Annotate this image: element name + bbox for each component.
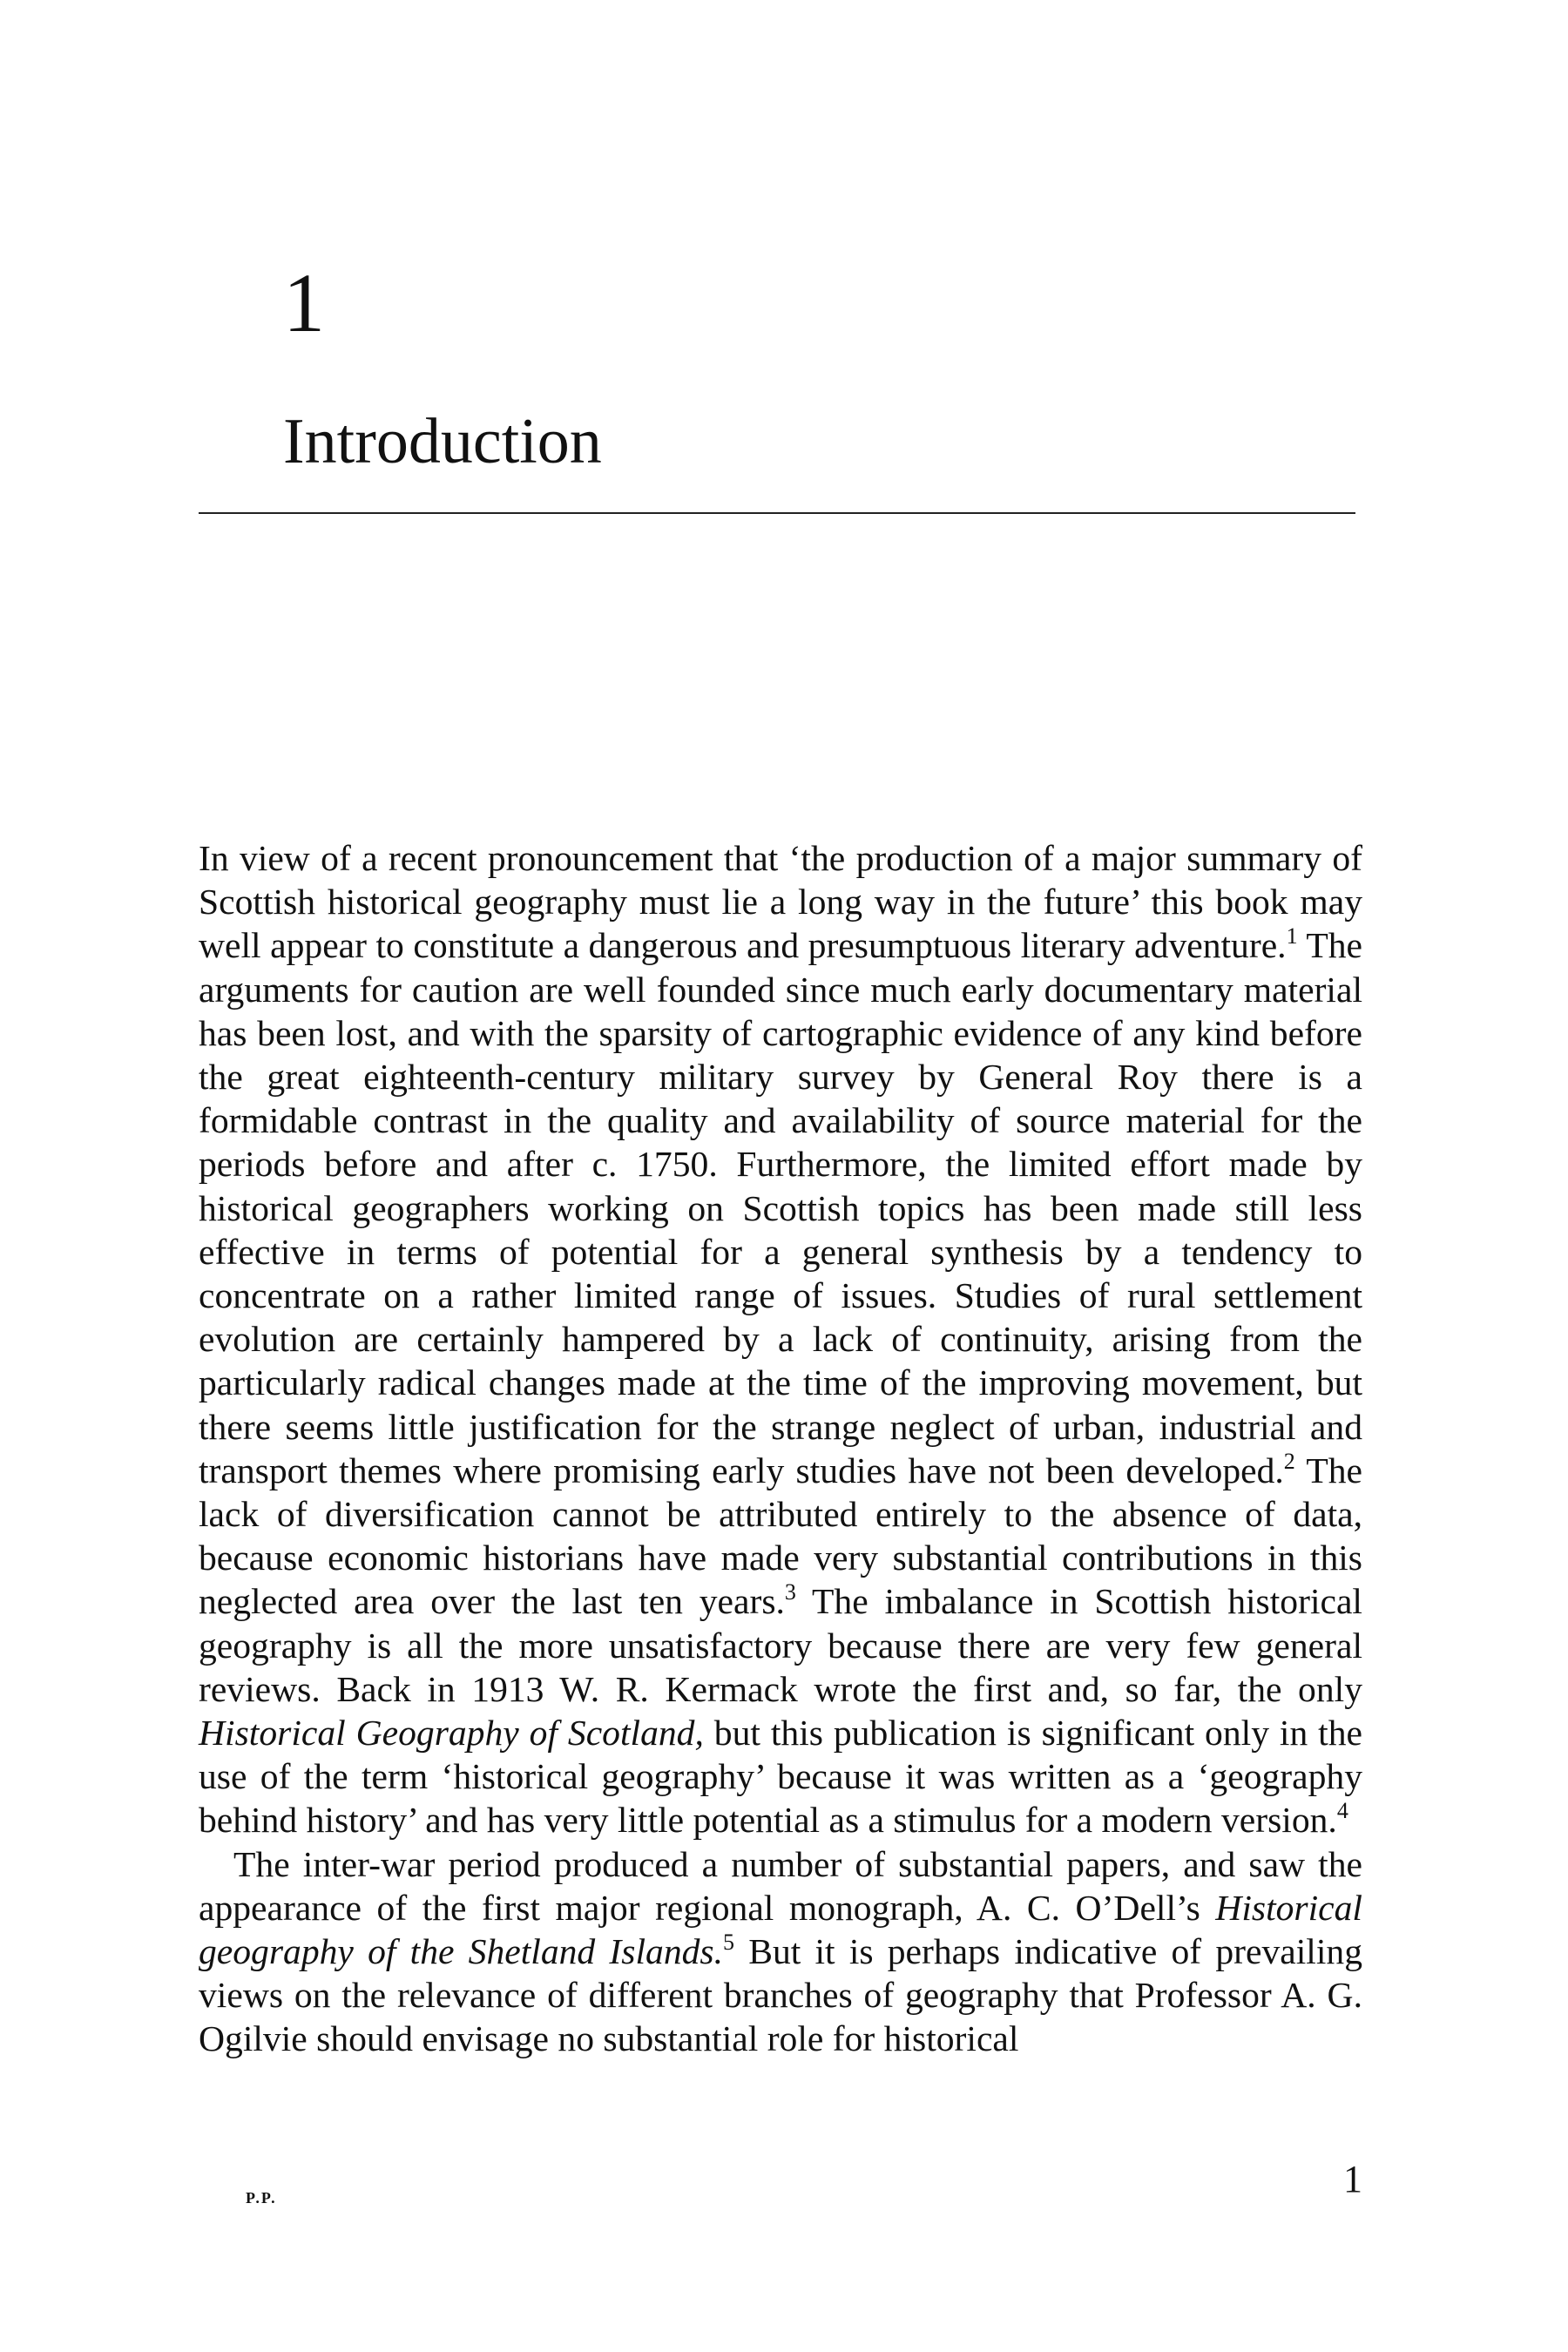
book-title: Historical Geography of Scotland, bbox=[199, 1713, 704, 1754]
text-run: But it is perhaps indicative of prevailing views on the relevance of different branches of geography that Professor A. G. Ogilvie should envisage no substantial role for historical bbox=[199, 1931, 1362, 2059]
chapter-title: Introduction bbox=[283, 406, 602, 477]
footnote-ref: 5 bbox=[723, 1930, 734, 1956]
page-number: 1 bbox=[1343, 2158, 1362, 2200]
footnote-ref: 1 bbox=[1286, 923, 1298, 950]
paragraph bbox=[199, 836, 1362, 1842]
printer-signature-mark: P.P. bbox=[246, 2189, 277, 2207]
text-run: but this publication is significant only in the use of the term ‘historical geography’ because it was written as a ‘geography behind history’ and has very little potential as a stimulus for a modern version. bbox=[199, 1713, 1362, 1841]
text-run: The arguments for caution are well founded since much early documentary material has been lost, and with the sparsity of cartographic evidence of any kind before the great eighteenth-century military survey by General Roy there is a formidable contrast in the quality and availability of source material for the periods before and after c. 1750. Furthermore, the limited effort made by historical geographers working on Scottish topics has been made still less effective in terms of potential for a general synthesis by a tendency to concentrate on a rather limited range of issues. Studies of rural settlement evolution are certainly hampered by a lack of continuity, arising from the particularly radical changes made at the time of the improving movement, but there seems little justification for the strange neglect of urban, industrial and transport themes where promising early studies have not been developed. bbox=[199, 925, 1363, 1490]
book-title: Historical geography of the Shetland Islands. bbox=[199, 1887, 1362, 1972]
footnote-ref: 4 bbox=[1336, 1798, 1348, 1824]
paragraph bbox=[199, 1842, 1362, 2061]
footnote-ref: 2 bbox=[1283, 1448, 1295, 1474]
text-run: The lack of diversification cannot be attributed entirely to the absence of data, because economic historians have made very substantial contributions in this neglected area over the last ten years. bbox=[199, 1450, 1363, 1622]
footnote-ref: 3 bbox=[784, 1579, 796, 1605]
chapter-divider bbox=[199, 512, 1355, 514]
text-run: The inter-war period produced a number of substantial papers, and saw the appearance of the first major regional monograph, A. C. O’Dell’s bbox=[199, 1843, 1362, 1928]
body-text bbox=[199, 836, 1362, 2061]
text-run: In view of a recent pronouncement that ‘the production of a major summary of Scottish historical geography must lie a long way in the future’ this book may well appear to constitute a dangerous and presumptuous literary adventure. bbox=[199, 838, 1362, 966]
text-run: The imbalance in Scottish historical geography is all the more unsatisfactory because there are very few general reviews. Back in 1913 W. R. Kermack wrote the first and, so far, the only bbox=[199, 1581, 1362, 1709]
chapter-number: 1 bbox=[283, 256, 325, 349]
